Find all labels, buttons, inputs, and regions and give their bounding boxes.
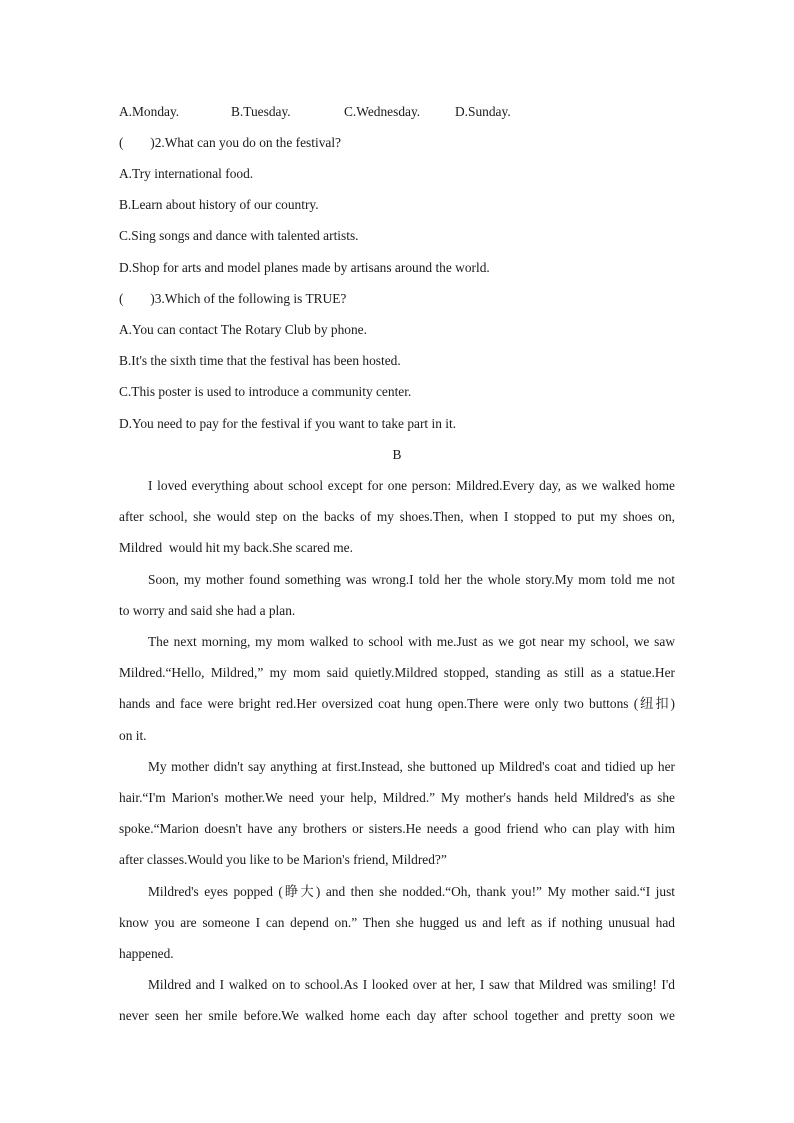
passage-line: The next morning, my mom walked to school with me.Just as we got near my school, we saw: [148, 634, 675, 649]
passage-line: Mildred and I walked on to school.As I looked over at her, I saw that Mildred was smiling! I'd: [148, 977, 675, 992]
q1-option-c: C.Wednesday.: [344, 104, 421, 119]
q2-option-b: B.Learn about history of our country.: [119, 197, 319, 212]
q3-option-c: C.This poster is used to introduce a community center.: [119, 384, 412, 399]
passage-heading: B: [392, 447, 402, 462]
q2-option-c: C.Sing songs and dance with talented artists.: [119, 228, 359, 243]
passage-line: Mildred.“Hello, Mildred,” my mom said quietly.Mildred stopped, standing as still as a statue.Her: [119, 665, 675, 680]
passage-line: on it.: [119, 728, 147, 743]
q1-option-b: B.Tuesday.: [231, 104, 291, 119]
q3-option-d: D.You need to pay for the festival if you want to take part in it.: [119, 416, 457, 431]
q1-option-d: D.Sunday.: [455, 104, 511, 119]
q3-option-a: A.You can contact The Rotary Club by phone.: [119, 322, 367, 337]
passage-line: to worry and said she had a plan.: [119, 603, 296, 618]
q2-option-a: A.Try international food.: [119, 166, 254, 181]
passage-line: hands and face were bright red.Her oversized coat hung open.There were only two buttons (纽扣): [119, 696, 675, 711]
q3-option-b: B.It's the sixth time that the festival has been hosted.: [119, 353, 401, 368]
passage-line: hair.“I'm Marion's mother.We need your help, Mildred.” My mother's hands held Mildred's as she: [119, 790, 675, 805]
passage-line: happened.: [119, 946, 174, 961]
q1-options: [119, 104, 675, 120]
passage-line: Mildred's eyes popped (睁大) and then she nodded.“Oh, thank you!” My mother said.“I just: [148, 884, 675, 899]
passage-line: I loved everything about school except for one person: Mildred.Every day, as we walked home: [148, 478, 675, 493]
passage-line: My mother didn't say anything at first.Instead, she buttoned up Mildred's coat and tidied up her: [148, 759, 675, 774]
q2-stem: ( )2.What can you do on the festival?: [119, 135, 341, 150]
passage-line: Soon, my mother found something was wrong.I told her the whole story.My mom told me not: [148, 572, 675, 587]
passage-line: spoke.“Marion doesn't have any brothers or sisters.He needs a good friend who can play with him: [119, 821, 675, 836]
passage-line: know you are someone I can depend on.” Then she hugged us and left as if nothing unusual had: [119, 915, 675, 930]
passage-line: never seen her smile before.We walked home each day after school together and pretty soon we: [119, 1008, 675, 1023]
q3-stem: ( )3.Which of the following is TRUE?: [119, 291, 347, 306]
passage-line: after classes.Would you like to be Marion's friend, Mildred?”: [119, 852, 447, 867]
q1-option-a: A.Monday.: [119, 104, 180, 119]
passage-line: after school, she would step on the backs of my shoes.Then, when I stopped to put my shoes on,: [119, 509, 675, 524]
q2-option-d: D.Shop for arts and model planes made by artisans around the world.: [119, 260, 490, 275]
passage-line: Mildred would hit my back.She scared me.: [119, 540, 353, 555]
